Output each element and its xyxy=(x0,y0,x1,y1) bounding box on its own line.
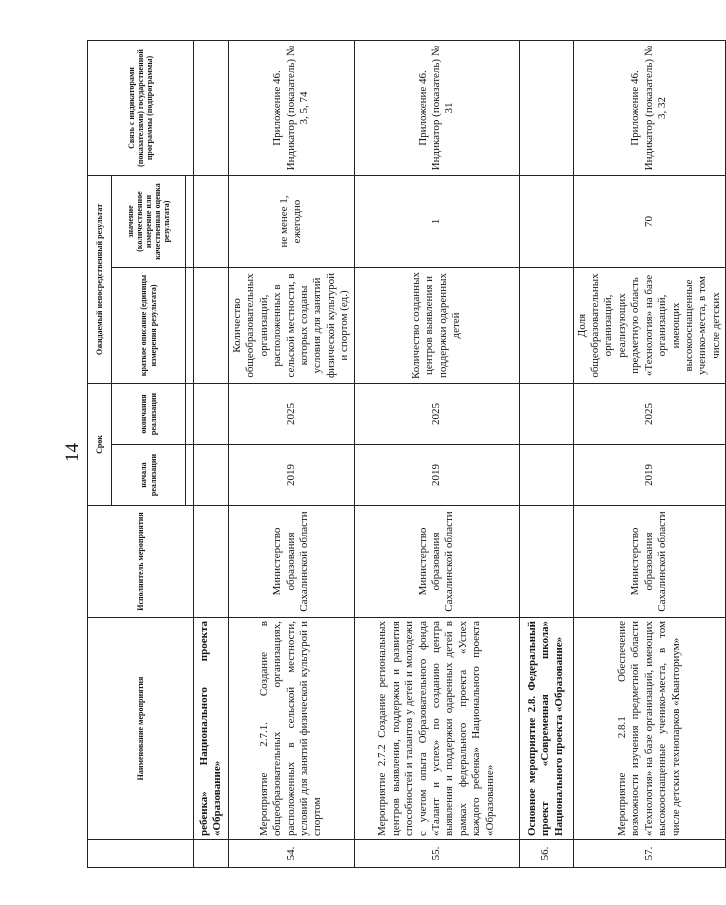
row-link xyxy=(194,41,229,176)
row-start: 2019 xyxy=(573,445,725,506)
header-result-desc: краткое описание (единицы измерения результата) xyxy=(112,268,186,384)
header-term-start: начала реализации xyxy=(112,445,186,506)
table-header-row xyxy=(88,41,112,868)
table-row xyxy=(194,41,229,868)
row-number: 56. xyxy=(519,840,573,868)
table-row xyxy=(519,41,573,868)
page-number: 14 xyxy=(62,443,83,462)
row-link xyxy=(519,41,573,176)
row-name: Основное мероприятие 2.8. Федеральный проект «Современная школа» Национального проекта «Образование» xyxy=(519,618,573,840)
row-start: 2019 xyxy=(354,445,519,506)
row-executor: Министерство образования Сахалинской области xyxy=(229,506,355,618)
row-link: Приложение 46. Индикатор (показатель) № 3, 5, 74 xyxy=(229,41,355,176)
row-end xyxy=(194,384,229,445)
header-name: Наименование мероприятия xyxy=(88,618,194,840)
row-start xyxy=(519,445,573,506)
header-term-end: окончания реализации xyxy=(112,384,186,445)
row-result-value xyxy=(194,176,229,268)
row-name: Мероприятие 2.7.1. Создание в общеобразовательных организациях, расположенных в сельской местности, условий для занятий физической культурой и спортом xyxy=(229,618,355,840)
row-number xyxy=(194,840,229,868)
table-row xyxy=(573,41,725,868)
row-result-value xyxy=(519,176,573,268)
row-result-desc: Доля общеобразовательных организаций, реализующих предметную область «Технология» на базе организаций, имеющих высокооснащенные ученико-места, в том числе детских xyxy=(573,268,725,384)
header-result-value: значение (количественное измерение или качественная оценка результата) xyxy=(112,176,186,268)
row-result-value: 70 xyxy=(573,176,725,268)
row-result-desc: Количество созданных центров выявления и поддержки одаренных детей xyxy=(354,268,519,384)
program-measures-table xyxy=(87,40,726,868)
row-start: 2019 xyxy=(229,445,355,506)
row-end: 2025 xyxy=(573,384,725,445)
header-result: Ожидаемый непосредственный результат xyxy=(88,176,112,384)
row-executor xyxy=(194,506,229,618)
row-executor xyxy=(519,506,573,618)
row-result-value: не менее 1, ежегодно xyxy=(229,176,355,268)
row-number: 57. xyxy=(573,840,725,868)
row-executor: Министерство образования Сахалинской области xyxy=(354,506,519,618)
row-result-value: 1 xyxy=(354,176,519,268)
row-result-desc: Количество общеобразовательных организаций, расположенных в сельской местности, в которых созданы условия для занятий физической культурой и спортом (ед.) xyxy=(229,268,355,384)
row-result-desc xyxy=(519,268,573,384)
row-number: 55. xyxy=(354,840,519,868)
table-row xyxy=(354,41,519,868)
row-end xyxy=(519,384,573,445)
row-link: Приложение 46. Индикатор (показатель) № 31 xyxy=(354,41,519,176)
row-end: 2025 xyxy=(354,384,519,445)
table-row xyxy=(229,41,355,868)
row-name: Мероприятие 2.7.2 Создание региональных центров выявления, поддержки и развития способностей и талантов у детей и молодежи с учетом опыта Образовательного фонда «Талант и успех» по созданию центра выявления и поддержки одаренных детей в рамках федерального проекта «Успех каждого ребенка» Национального проекта «Образование» xyxy=(354,618,519,840)
row-end: 2025 xyxy=(229,384,355,445)
header-link: Связь с индикаторами (показателями) государственной программы (подпрограммы) xyxy=(88,41,194,176)
row-number: 54. xyxy=(229,840,355,868)
header-term: Срок xyxy=(88,384,112,506)
row-result-desc xyxy=(194,268,229,384)
row-name: ребенка» Национального проекта «Образование» xyxy=(194,618,229,840)
row-link: Приложение 46. Индикатор (показатель) № 3, 32 xyxy=(573,41,725,176)
header-num-cell xyxy=(88,840,194,868)
row-name: Мероприятие 2.8.1 Обеспечение возможности изучения предметной области «Технология» на базе организаций, имеющих высокооснащенные ученико-места, в том числе детских технопарков «Кванториум» xyxy=(573,618,725,840)
header-executor: Исполнитель мероприятия xyxy=(88,506,194,618)
row-start xyxy=(194,445,229,506)
row-executor: Министерство образования Сахалинской области xyxy=(573,506,725,618)
